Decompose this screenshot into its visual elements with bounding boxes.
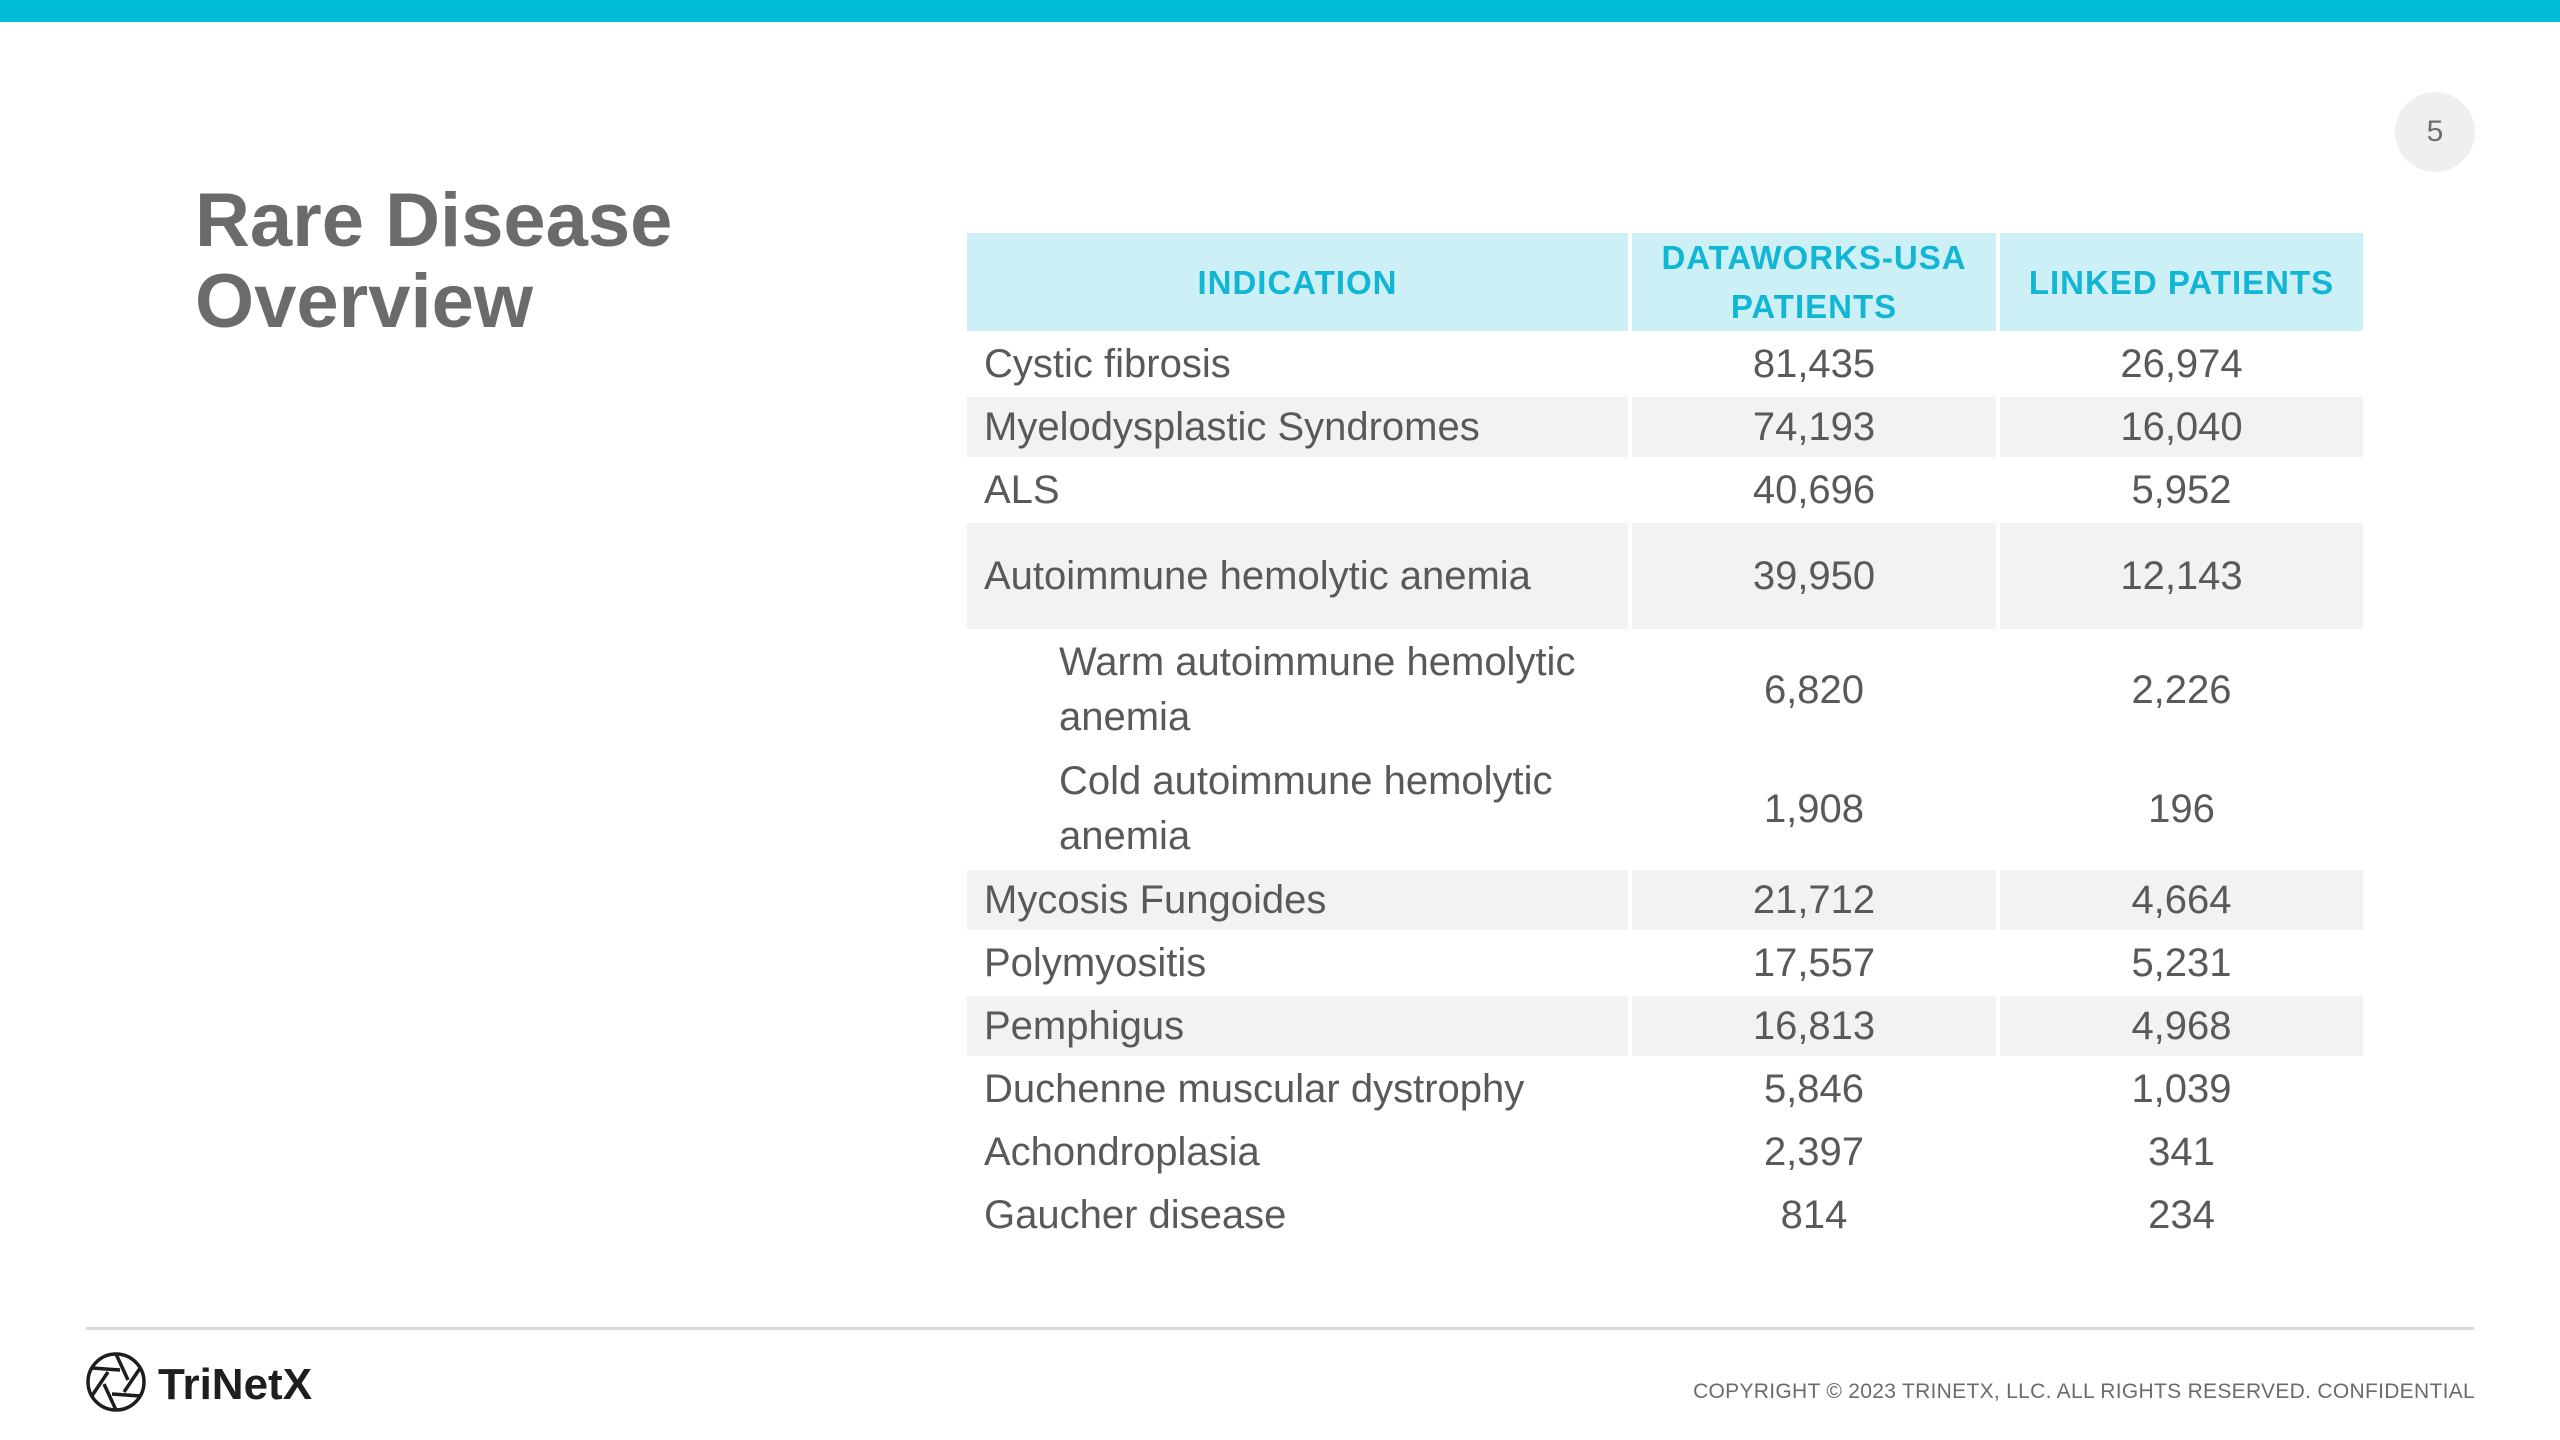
dataworks-patients-cell: 814: [1780, 1192, 1848, 1237]
dataworks-patients-cell: 81,435: [1752, 341, 1876, 386]
table-row: [967, 460, 2363, 520]
indication-cell: Autoimmune hemolytic anemia: [967, 523, 1628, 629]
page-number-badge: 5: [2395, 92, 2475, 172]
indication-cell: Warm autoimmune hemolytic anemia: [1059, 640, 1576, 739]
linked-patients-cell: 12,143: [2000, 523, 2363, 629]
table-row: [967, 933, 2363, 993]
column-header-dataworks-patients: DATAWORKS-USA PATIENTS: [1632, 233, 1996, 331]
dataworks-patients-cell: 39,950: [1632, 523, 1996, 629]
indication-cell: Gaucher disease: [984, 1192, 1287, 1237]
table-row: [967, 996, 2363, 1056]
page-title-line-2: Overview: [195, 259, 533, 344]
footer-divider: [86, 1327, 2474, 1330]
column-header-linked-patients: LINKED PATIENTS: [2000, 233, 2363, 331]
rare-disease-table: [963, 230, 2367, 1248]
logo-wordmark: TriNetX: [158, 1359, 313, 1409]
table-row: [967, 1185, 2363, 1245]
indication-cell: ALS: [984, 467, 1060, 512]
indication-cell: Myelodysplastic Syndromes: [967, 397, 1628, 457]
dataworks-patients-cell: 21,712: [1632, 870, 1996, 930]
column-header-indication: INDICATION: [967, 233, 1628, 331]
dataworks-patients-cell: 2,397: [1763, 1129, 1865, 1174]
dataworks-patients-cell: 1,908: [1763, 786, 1865, 831]
linked-patients-cell: 341: [2148, 1129, 2215, 1174]
indication-cell: Cold autoimmune hemolytic anemia: [1059, 759, 1553, 858]
linked-patients-cell: 1,039: [2131, 1066, 2232, 1111]
indication-cell: Cystic fibrosis: [984, 341, 1231, 386]
copyright-notice: COPYRIGHT © 2023 TRINETX, LLC. ALL RIGHTS RESERVED. CONFIDENTIAL: [1693, 1380, 2475, 1403]
indication-cell: Achondroplasia: [984, 1129, 1260, 1174]
linked-patients-cell: 196: [2148, 786, 2215, 831]
linked-patients-cell: 4,664: [2000, 870, 2363, 930]
table-header-row: [967, 233, 2363, 331]
linked-patients-cell: 5,231: [2131, 940, 2232, 985]
trinetx-logo: [84, 1350, 312, 1419]
linked-patients-cell: 2,226: [2131, 667, 2232, 712]
dataworks-patients-cell: 40,696: [1752, 467, 1876, 512]
dataworks-patients-cell: 17,557: [1752, 940, 1876, 985]
linked-patients-cell: 5,952: [2131, 467, 2232, 512]
indication-cell: Polymyositis: [984, 940, 1207, 985]
indication-cell: Pemphigus: [967, 996, 1628, 1056]
dataworks-patients-cell: 6,820: [1763, 667, 1865, 712]
dataworks-patients-cell: 74,193: [1632, 397, 1996, 457]
linked-patients-cell: 26,974: [2120, 341, 2243, 386]
indication-cell: Duchenne muscular dystrophy: [984, 1066, 1525, 1111]
table-row: [967, 1122, 2363, 1182]
table-row: [967, 523, 2363, 629]
table-row-subtype: [967, 632, 2363, 748]
table-row-subtype: [967, 751, 2363, 867]
top-accent-bar: [0, 0, 2560, 22]
page-title-line-1: Rare Disease: [195, 178, 673, 263]
table-row: [967, 1059, 2363, 1119]
aperture-icon: [84, 1350, 148, 1419]
dataworks-patients-cell: 16,813: [1632, 996, 1996, 1056]
table-row: [967, 397, 2363, 457]
dataworks-patients-cell: 5,846: [1763, 1066, 1865, 1111]
page-title: [195, 180, 895, 342]
table-row: [967, 870, 2363, 930]
table-row: [967, 334, 2363, 394]
linked-patients-cell: 234: [2148, 1192, 2215, 1237]
linked-patients-cell: 4,968: [2000, 996, 2363, 1056]
linked-patients-cell: 16,040: [2000, 397, 2363, 457]
indication-cell: Mycosis Fungoides: [967, 870, 1628, 930]
